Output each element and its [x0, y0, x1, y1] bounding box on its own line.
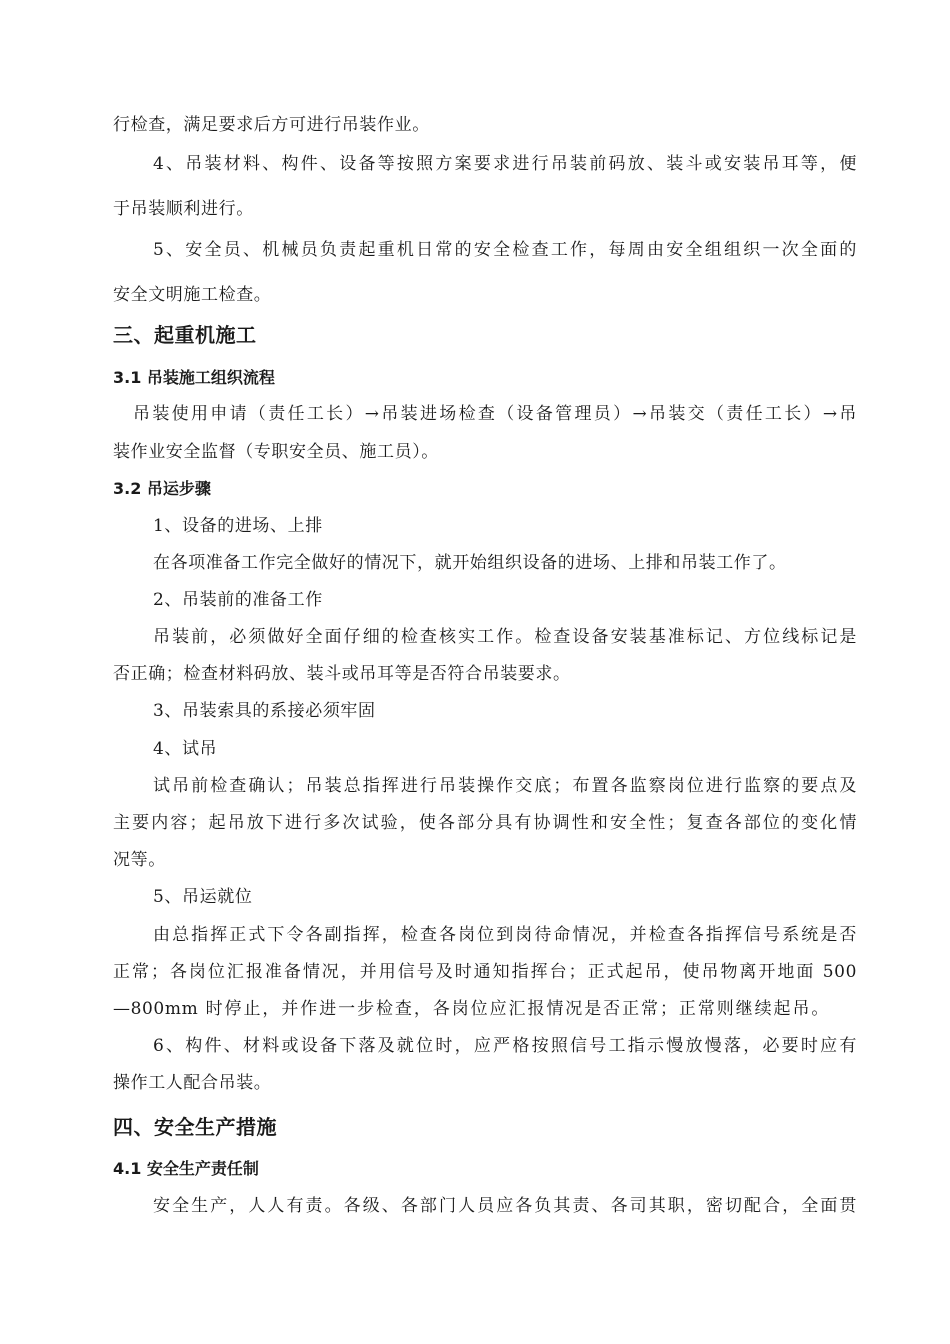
- paragraph-line: 正常；各岗位汇报准备情况，并用信号及时通知指挥台；正式起吊，使吊物离开地面 500: [113, 962, 857, 982]
- paragraph-line: 5、安全员、机械员负责起重机日常的安全检查工作，每周由安全组组织一次全面的: [153, 240, 857, 260]
- paragraph-line: 于吊装顺利进行。: [113, 199, 254, 219]
- step-heading: 1、设备的进场、上排: [153, 516, 323, 536]
- paragraph-line: 否正确；检查材料码放、装斗或吊耳等是否符合吊装要求。: [113, 664, 571, 684]
- step-heading: 2、吊装前的准备工作: [153, 590, 323, 610]
- paragraph-line: 安全文明施工检查。: [113, 285, 272, 305]
- paragraph-line: 吊装前，必须做好全面仔细的检查核实工作。检查设备安装基准标记、方位线标记是: [153, 627, 857, 647]
- paragraph-line: 况等。: [113, 850, 166, 870]
- step-heading: 3、吊装索具的系接必须牢固: [153, 701, 376, 721]
- paragraph-line: —800mm 时停止，并作进一步检查，各岗位应汇报情况是否正常；正常则继续起吊。: [113, 999, 829, 1019]
- paragraph-line: 行检查，满足要求后方可进行吊装作业。: [113, 115, 430, 135]
- paragraph-line: 主要内容；起吊放下进行多次试验，使各部分具有协调性和安全性；复查各部位的变化情: [113, 813, 857, 833]
- paragraph-line: 安全生产，人人有责。各级、各部门人员应各负其责、各司其职，密切配合，全面贯: [153, 1196, 857, 1216]
- paragraph-line: 试吊前检查确认；吊装总指挥进行吊装操作交底；布置各监察岗位进行监察的要点及: [153, 776, 857, 796]
- paragraph-line: 在各项准备工作完全做好的情况下，就开始组织设备的进场、上排和吊装工作了。: [153, 553, 787, 573]
- paragraph-line: 操作工人配合吊装。: [113, 1073, 272, 1093]
- paragraph-line: 6、构件、材料或设备下落及就位时，应严格按照信号工指示慢放慢落，必要时应有: [153, 1036, 857, 1056]
- step-heading: 5、吊运就位: [153, 887, 253, 907]
- subsection-heading: 3.1 吊装施工组织流程: [113, 368, 275, 387]
- step-heading: 4、试吊: [153, 739, 218, 759]
- paragraph-line: 吊装使用申请（责任工长）→吊装进场检查（设备管理员）→吊装交（责任工长）→吊: [133, 404, 857, 424]
- paragraph-line: 4、吊装材料、构件、设备等按照方案要求进行吊装前码放、装斗或安装吊耳等，便: [153, 154, 857, 174]
- paragraph-line: 由总指挥正式下令各副指挥，检查各岗位到岗待命情况，并检查各指挥信号系统是否: [153, 925, 857, 945]
- subsection-heading: 4.1 安全生产责任制: [113, 1159, 259, 1178]
- subsection-heading: 3.2 吊运步骤: [113, 479, 211, 498]
- section-heading: 四、安全生产措施: [113, 1115, 277, 1139]
- paragraph-line: 装作业安全监督（专职安全员、施工员）。: [113, 442, 439, 462]
- section-heading: 三、起重机施工: [113, 323, 257, 347]
